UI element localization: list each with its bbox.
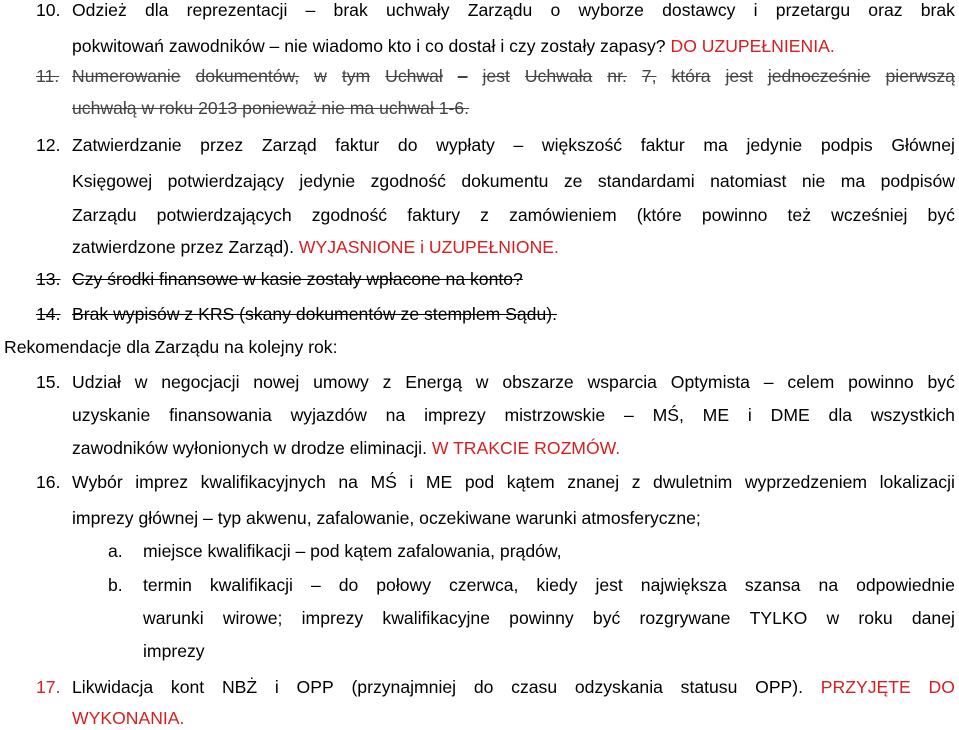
item-15-line-2: uzyskanie finansowania wyjazdów na imprezy mistrzowskie – MŚ, ME i DME dla wszystkich (72, 405, 955, 425)
item-16-sub-b-line-1: termin kwalifikacji – do połowy czerwca, kiedy jest największa szansa na odpowiednie (143, 575, 955, 595)
item-10-line-2: pokwitowań zawodników – nie wiadomo kto i co dostał i czy zostały zapasy? DO UZUPEŁNIENIA. (72, 36, 835, 56)
item-11-number: 11. (36, 66, 60, 86)
item-15-status: W TRAKCIE ROZMÓW. (431, 438, 621, 458)
item-13-number: 13. (36, 269, 61, 289)
item-16-number: 16. (36, 472, 61, 492)
item-15-line-3: zawodników wyłonionych w drodze eliminacji. W TRAKCIE ROZMÓW. (72, 438, 621, 458)
item-16-sub-b-line-2: warunki wirowe; imprezy kwalifikacyjne powinny być rozgrywane TYLKO w roku danej (143, 608, 955, 628)
item-12-line-1: Zatwierdzanie przez Zarząd faktur do wypłaty – większość faktur ma jedynie podpis Głównej (72, 135, 955, 155)
item-10-number: 10. (36, 0, 61, 20)
item-10-status: DO UZUPEŁNIENIA. (670, 36, 835, 56)
item-15-number: 15. (36, 372, 61, 392)
item-12-line-4: zatwierdzone przez Zarząd). WYJASNIONE i UZUPEŁNIONE. (72, 237, 559, 257)
item-16-sub-b-line-3: imprezy (143, 641, 205, 661)
recommendations-heading: Rekomendacje dla Zarządu na kolejny rok: (4, 337, 338, 357)
item-17-line-1: Likwidacja kont NBŻ i OPP (przynajmniej do czasu odzyskania statusu OPP). PRZYJĘTE DO (72, 677, 955, 697)
item-12-status: WYJASNIONE i UZUPEŁNIONE. (298, 237, 559, 257)
item-15-line-1: Udział w negocjacji nowej umowy z Energą w obszarze wsparcia Optymista – celem powinno być (72, 372, 955, 392)
item-16-line-2: imprezy głównej – typ akwenu, zafalowanie, oczekiwane warunki atmosferyczne; (72, 508, 701, 528)
item-16-line-1: Wybór imprez kwalifikacyjnych na MŚ i ME pod kątem znanej z dwuletnim wyprzedzeniem lokalizacji (72, 472, 955, 492)
item-14-number: 14. (36, 304, 61, 324)
item-17-status-2: WYKONANIA. (72, 708, 185, 728)
item-10-line-1: Odzież dla reprezentacji – brak uchwały Zarządu o wyborze dostawcy i przetargu oraz brak (72, 0, 955, 20)
item-17-number: 17. (36, 677, 61, 697)
item-12-number: 12. (36, 135, 61, 155)
item-16-sub-a-label: a. (108, 541, 123, 561)
item-12-line-2: Księgowej potwierdzający jedynie zgodność dokumentu ze standardami natomiast nie ma podpisów (72, 171, 955, 191)
item-13-text: Czy środki finansowe w kasie zostały wpłacone na konto? (72, 269, 523, 289)
item-11-line-2: uchwałą w roku 2013 ponieważ nie ma uchwał 1-6. (72, 98, 470, 118)
item-16-sub-b-label: b. (108, 575, 123, 595)
item-12-line-3: Zarządu potwierdzających zgodność faktury z zamówieniem (które powinno też wcześniej być (72, 205, 955, 225)
item-16-sub-a-text: miejsce kwalifikacji – pod kątem zafalowania, prądów, (143, 541, 562, 561)
item-14-text: Brak wypisów z KRS (skany dokumentów ze stemplem Sądu). (72, 304, 557, 324)
item-11-line-1: Numerowanie dokumentów, w tym Uchwał – jest Uchwała nr. 7, która jest jednocześnie pierwszą (72, 66, 955, 86)
